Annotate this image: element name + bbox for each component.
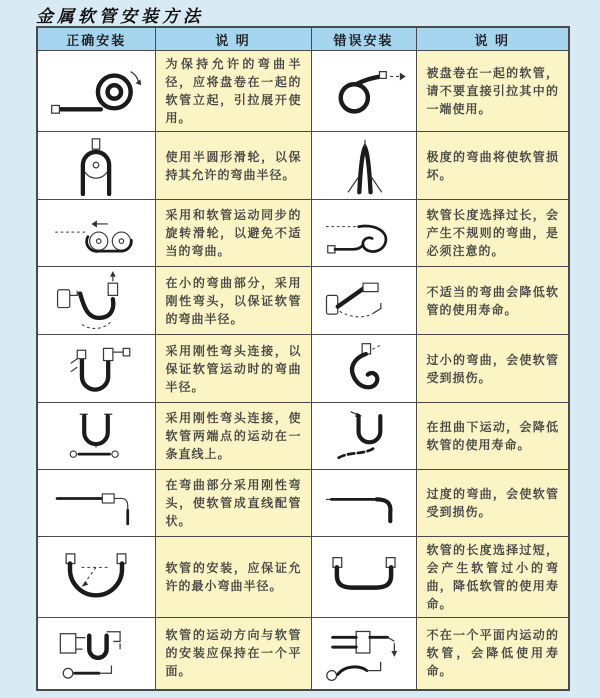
sharp-bend-icon bbox=[317, 136, 411, 196]
aligned-endpoints-u-icon bbox=[43, 407, 149, 465]
min-bend-radius-icon bbox=[43, 546, 149, 608]
wrong-desc-cell: 过度的弯曲，会使软管受到损伤。 bbox=[416, 470, 569, 537]
correct-desc-cell: 软管的运动方向与软管的安装应保持在一个平面。 bbox=[155, 618, 311, 690]
table-row bbox=[37, 200, 569, 267]
table-row bbox=[37, 51, 569, 132]
wrong-desc-cell: 过小的弯曲，会使软管受到损伤。 bbox=[416, 335, 569, 403]
excessive-droop-icon bbox=[317, 474, 411, 532]
page-title: 金属软管安装方法 bbox=[36, 7, 204, 27]
wrong-desc-cell: 被盘卷在一起的软管，请不要直接引拉其中的一端使用。 bbox=[416, 51, 569, 132]
table-row bbox=[37, 267, 569, 335]
wrong-desc-cell: 在扭曲下运动，会降低软管的使用寿命。 bbox=[416, 403, 569, 470]
correct-image-cell bbox=[37, 335, 155, 403]
straight-run-elbow-icon bbox=[43, 474, 149, 532]
table-row bbox=[37, 335, 569, 403]
installation-table-wrapper bbox=[36, 26, 568, 691]
wrong-image-cell bbox=[311, 267, 416, 335]
pulley-hose-icon bbox=[43, 136, 149, 196]
wrong-image-cell bbox=[311, 537, 416, 618]
table-row bbox=[37, 403, 569, 470]
improper-bend-icon bbox=[317, 271, 411, 331]
wrong-desc-cell: 不适当的弯曲会降低软管的使用寿命。 bbox=[416, 267, 569, 335]
same-plane-motion-icon bbox=[43, 621, 149, 685]
wrong-desc-cell: 极度的弯曲将使软管损坏。 bbox=[416, 132, 569, 200]
irregular-loop-icon bbox=[317, 204, 411, 262]
table-row bbox=[37, 537, 569, 618]
installation-table bbox=[36, 26, 570, 691]
wrong-image-cell bbox=[311, 51, 416, 132]
wrong-image-cell bbox=[311, 470, 416, 537]
correct-desc-cell: 采用刚性弯头连接，以保证软管运动时的弯曲半径。 bbox=[155, 335, 311, 403]
wrong-desc-cell: 不在一个平面内运动的软管，会降低使用寿命。 bbox=[416, 618, 569, 690]
table-row bbox=[37, 132, 569, 200]
header-correct-description: 说 明 bbox=[155, 27, 311, 51]
correct-image-cell bbox=[37, 51, 155, 132]
correct-desc-cell: 软管的安装，应保证允许的最小弯曲半径。 bbox=[155, 537, 311, 618]
correct-image-cell bbox=[37, 200, 155, 267]
correct-desc-cell: 采用刚性弯头连接，使软管两端点的运动在一条直线上。 bbox=[155, 403, 311, 470]
header-wrong-description: 说 明 bbox=[416, 27, 569, 51]
correct-desc-cell: 为保持允许的弯曲半径，应将盘卷在一起的软管立起，引拉展开使用。 bbox=[155, 51, 311, 132]
shallow-u-icon bbox=[317, 546, 411, 608]
wrong-image-cell bbox=[311, 618, 416, 690]
correct-image-cell bbox=[37, 470, 155, 537]
correct-desc-cell: 在小的弯曲部分，采用刚性弯头，以保证软管的弯曲半径。 bbox=[155, 267, 311, 335]
header-row bbox=[37, 27, 569, 51]
correct-image-cell bbox=[37, 267, 155, 335]
correct-desc-cell: 在弯曲部分采用刚性弯头，使软管成直线配管状。 bbox=[155, 470, 311, 537]
correct-desc-cell: 采用和软管运动同步的旋转滑轮，以避免不适当的弯曲。 bbox=[155, 200, 311, 267]
header-wrong-install: 错误安装 bbox=[311, 27, 416, 51]
header-correct-install: 正确安装 bbox=[37, 27, 155, 51]
rigid-elbow-u-icon bbox=[43, 339, 149, 399]
rotating-pulleys-icon bbox=[43, 204, 149, 262]
correct-image-cell bbox=[37, 403, 155, 470]
wrong-image-cell bbox=[311, 335, 416, 403]
coiled-hose-pulled-icon bbox=[317, 60, 411, 122]
correct-image-cell bbox=[37, 132, 155, 200]
torsion-u-icon bbox=[317, 407, 411, 465]
correct-image-cell bbox=[37, 537, 155, 618]
wrong-image-cell bbox=[311, 132, 416, 200]
correct-image-cell bbox=[37, 618, 155, 690]
coiled-hose-unroll-icon bbox=[43, 60, 149, 122]
out-of-plane-icon bbox=[317, 621, 411, 685]
wrong-desc-cell: 软管的长度选择过短，会产生软管过小的弯曲，降低软管的使用寿命。 bbox=[416, 537, 569, 618]
hook-bend-icon bbox=[317, 339, 411, 399]
wrong-image-cell bbox=[311, 200, 416, 267]
table-row bbox=[37, 470, 569, 537]
rigid-elbow-small-bend-icon bbox=[43, 271, 149, 331]
correct-desc-cell: 使用半圆形滑轮，以保持其允许的弯曲半径。 bbox=[155, 132, 311, 200]
wrong-image-cell bbox=[311, 403, 416, 470]
wrong-desc-cell: 软管长度选择过长，会产生不规则的弯曲，是必须注意的。 bbox=[416, 200, 569, 267]
table-row bbox=[37, 618, 569, 690]
